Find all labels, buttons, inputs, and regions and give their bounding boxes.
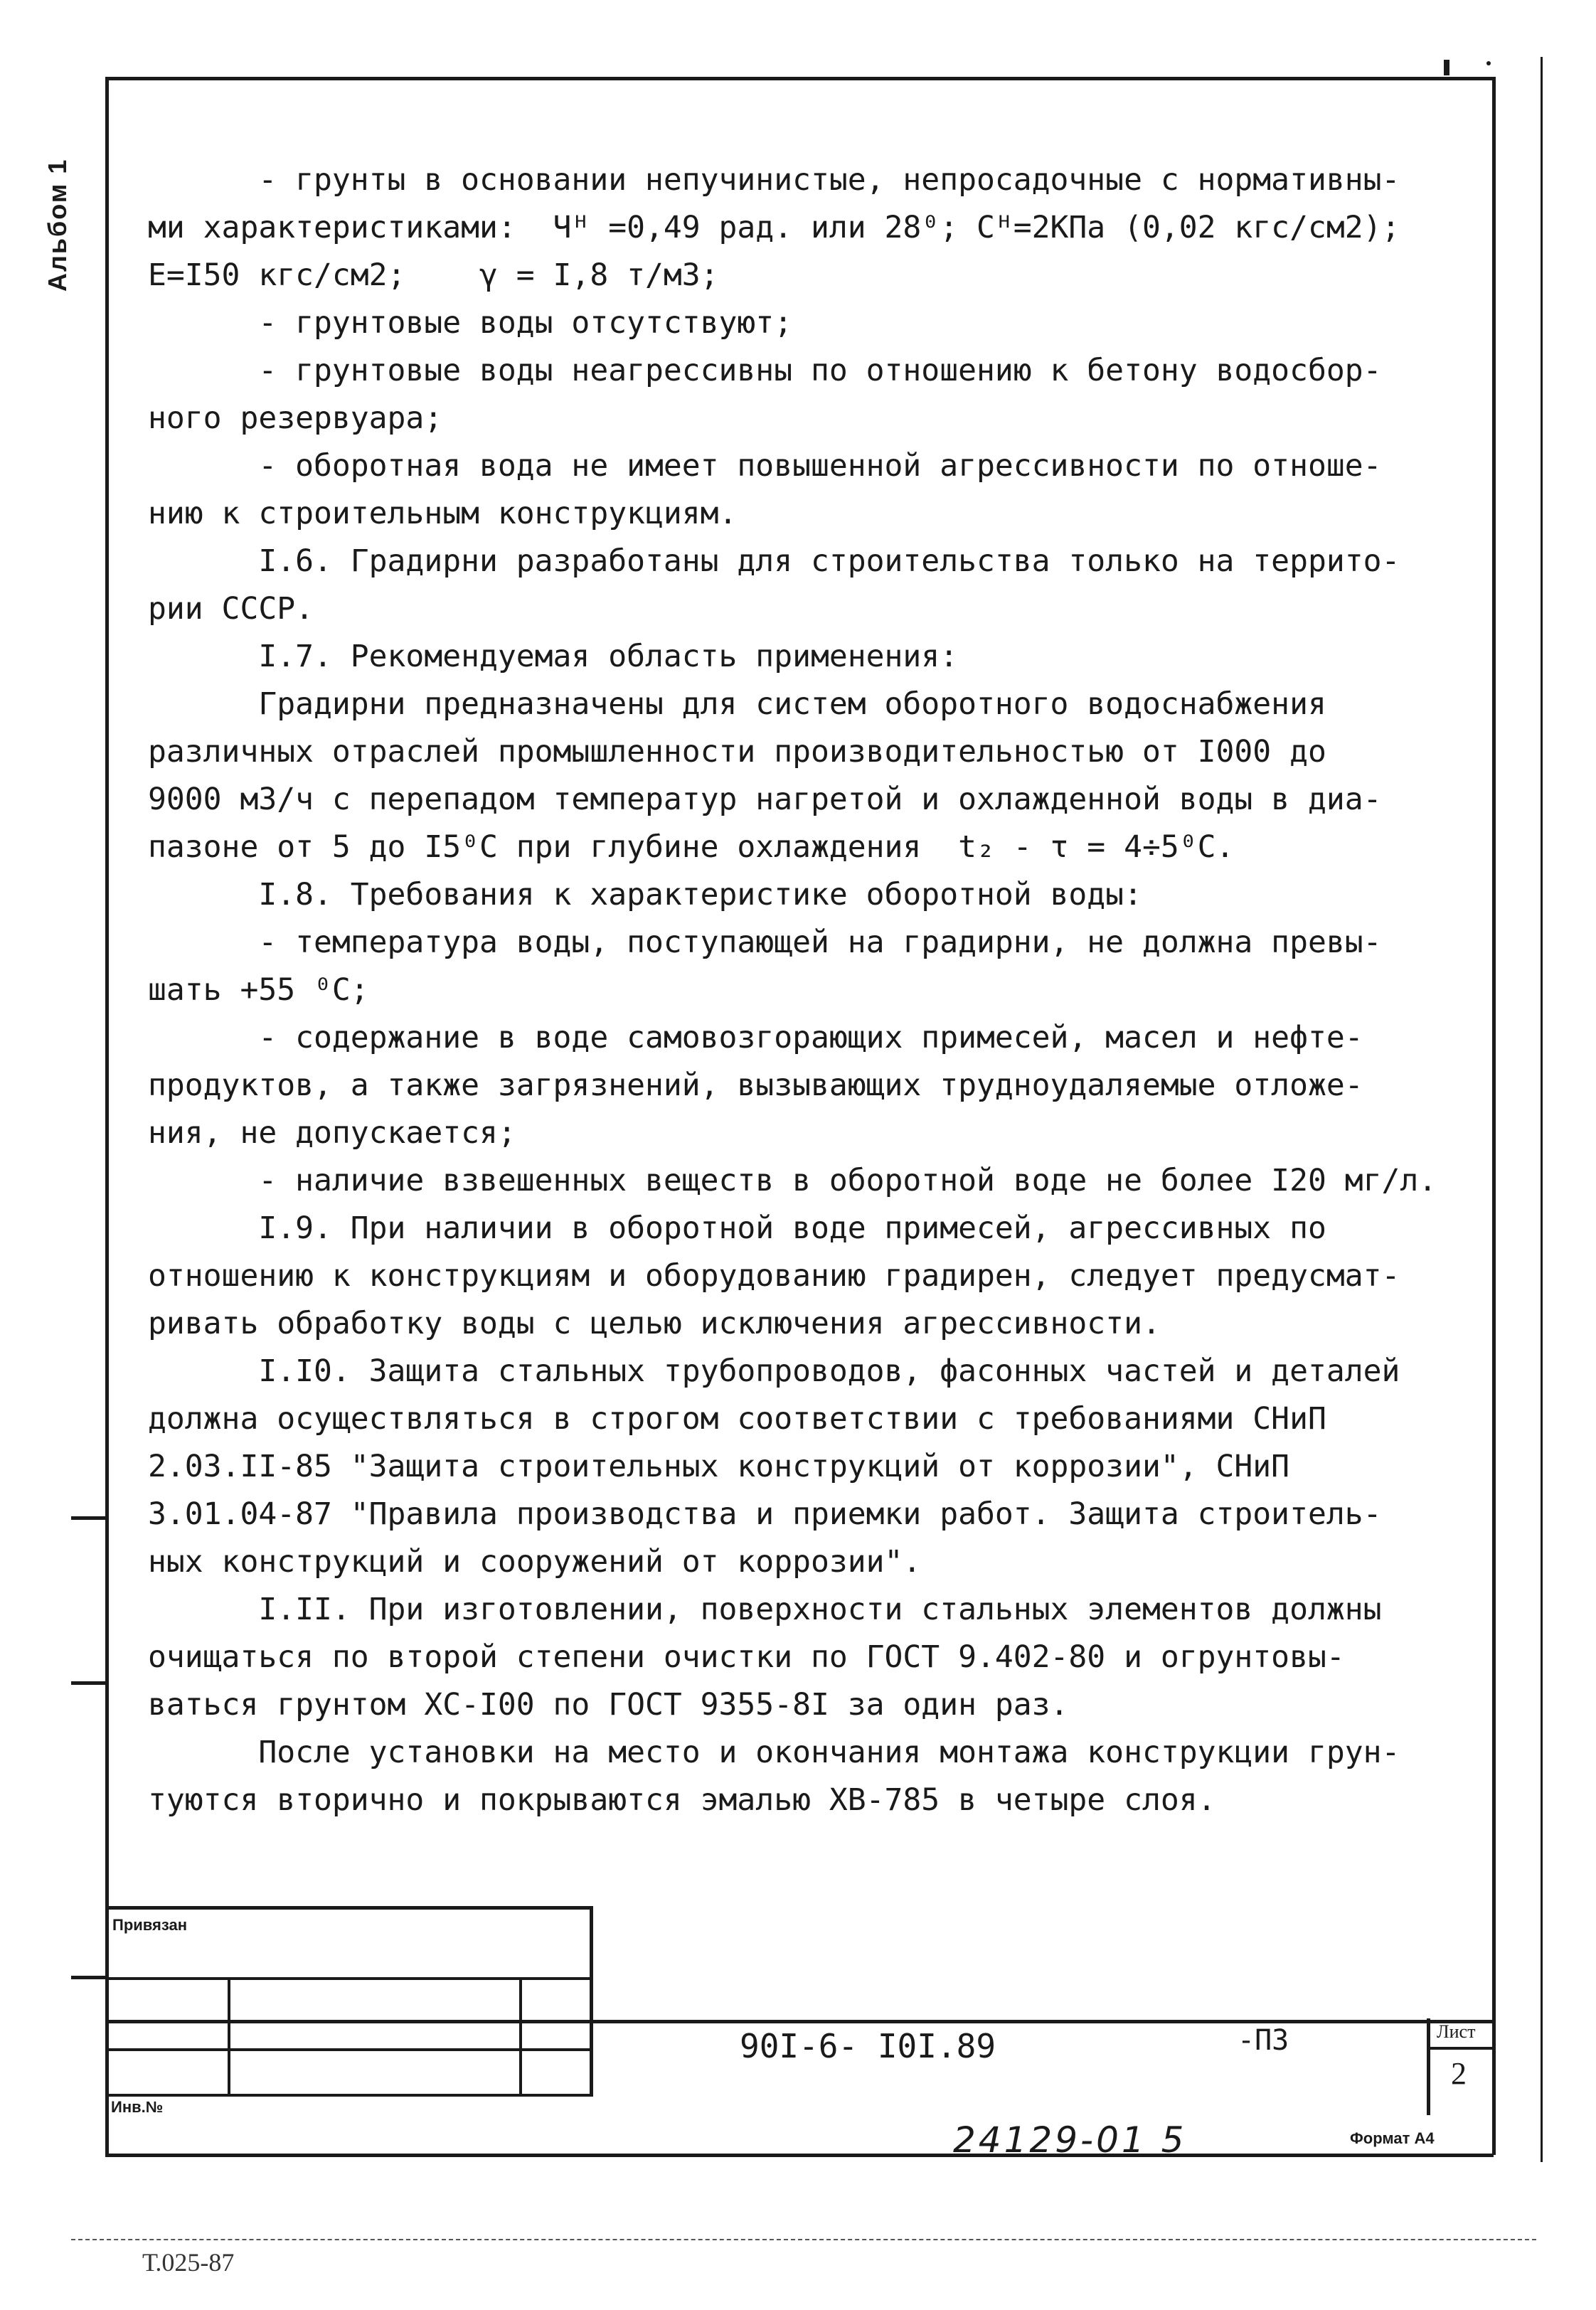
- sheet-number: 2: [1451, 2056, 1467, 2091]
- body-line: - оборотная вода не имеет повышенной агрессивности по отноше-: [148, 448, 1382, 484]
- body-line: отношению к конструкциям и оборудованию градирен, следует предусмат-: [148, 1258, 1400, 1294]
- sheet-label: Лист: [1437, 2021, 1476, 2042]
- body-line: После установки на место и окончания монтажа конструкции грун-: [148, 1735, 1400, 1770]
- top-dot-mark: [1486, 61, 1491, 65]
- body-line: I.II. При изготовлении, поверхности стальных элементов должны: [148, 1592, 1382, 1627]
- body-line: - грунтовые воды отсутствуют;: [148, 305, 793, 341]
- frame-left-border: [105, 77, 109, 2155]
- body-line: I.9. При наличии в оборотной воде примесей, агрессивных по: [148, 1210, 1326, 1246]
- body-line: пазоне от 5 до I5⁰С при глубине охлаждения t₂ - τ = 4÷5⁰С.: [148, 829, 1235, 865]
- body-line: - температура воды, поступающей на градирни, не должна превы-: [148, 925, 1382, 960]
- stamp-column-line: [228, 1977, 230, 2095]
- body-line: 9000 м3/ч с перепадом температур нагретой и охлажденной воды в диа-: [148, 782, 1382, 817]
- body-line: I.7. Рекомендуемая область применения:: [148, 639, 959, 674]
- body-line: ривать обработку воды с целью исключения агрессивности.: [148, 1306, 1161, 1341]
- body-line: нию к строительным конструкциям.: [148, 496, 738, 531]
- body-line: 3.01.04-87 "Правила производства и приемки работ. Защита строитель-: [148, 1496, 1382, 1532]
- top-tick-mark: [1444, 60, 1449, 75]
- binding-mark: [71, 1681, 107, 1685]
- body-line: ваться грунтом ХС-I00 по ГОСТ 9355-8I за один раз.: [148, 1687, 1069, 1723]
- body-line: - наличие взвешенных веществ в оборотной воде не более I20 мг/л.: [148, 1163, 1437, 1198]
- body-line: - грунты в основании непучинистые, непросадочные с нормативны-: [148, 162, 1400, 198]
- body-line: ного резервуара;: [148, 400, 443, 436]
- body-line: рии СССР.: [148, 591, 314, 627]
- body-line: I.6. Градирни разработаны для строительства только на террито-: [148, 543, 1400, 579]
- body-line: ния, не допускается;: [148, 1115, 516, 1151]
- body-line: Градирни предназначены для систем оборотного водоснабжения: [148, 686, 1326, 722]
- body-line: шать +55 ⁰С;: [148, 972, 369, 1008]
- binding-mark: [71, 1516, 107, 1520]
- document-suffix: -ПЗ: [1238, 2024, 1289, 2057]
- body-line: продуктов, а также загрязнений, вызывающих трудноудаляемые отложе-: [148, 1068, 1363, 1103]
- album-side-label: Альбом 1: [43, 158, 72, 292]
- binding-mark: [71, 1976, 107, 1979]
- body-line: ных конструкций и сооружений от коррозии".: [148, 1544, 922, 1580]
- sheet-cell-divider: [1427, 2047, 1494, 2050]
- body-line: I.I0. Защита стальных трубопроводов, фасонных частей и деталей: [148, 1353, 1400, 1389]
- document-code: 90I-6- I0I.89: [740, 2027, 996, 2065]
- document-body: [148, 156, 1492, 1824]
- body-line: очищаться по второй степени очистки по ГОСТ 9.402-80 и огрунтовы-: [148, 1639, 1345, 1675]
- frame-bottom-border: [105, 2154, 1494, 2157]
- handwritten-number: 24129-01 5: [953, 2119, 1187, 2161]
- body-line: I.8. Требования к характеристике оборотной воды:: [148, 877, 1142, 912]
- stamp-column-line: [519, 1977, 522, 2095]
- body-line: - грунтовые воды неагрессивны по отношению к бетону водосбор-: [148, 353, 1382, 388]
- format-label: Формат А4: [1350, 2129, 1435, 2147]
- form-code: Т.025-87: [142, 2248, 235, 2277]
- body-line: различных отраслей промышленности производительностью от I000 до: [148, 734, 1326, 770]
- body-line: 2.03.II-85 "Защита строительных конструкций от коррозии", СНиП: [148, 1449, 1290, 1484]
- frame-top-border: [105, 77, 1494, 80]
- body-line: - содержание в воде самовозгорающих примесей, масел и нефте-: [148, 1020, 1363, 1055]
- title-block-top-line: [105, 2020, 1494, 2023]
- body-line: должна осуществляться в строгом соответствии с требованиями СНиП: [148, 1401, 1326, 1437]
- frame-right-outer-border: [1541, 57, 1543, 2162]
- frame-right-border: [1492, 77, 1496, 2155]
- body-line: туются вторично и покрываются эмалью ХВ-785 в четыре слоя.: [148, 1782, 1216, 1818]
- body-line: ми характеристиками: Чᴴ =0,49 рад. или 28⁰; Сᴴ=2КПа (0,02 кгс/см2);: [148, 210, 1400, 245]
- cut-line: [71, 2239, 1536, 2240]
- body-line: Е=I50 кгс/см2; γ = I,8 т/м3;: [148, 257, 719, 293]
- inventory-number-label: Инв.№: [111, 2098, 164, 2116]
- privyazan-label: Привязан: [112, 1916, 188, 1934]
